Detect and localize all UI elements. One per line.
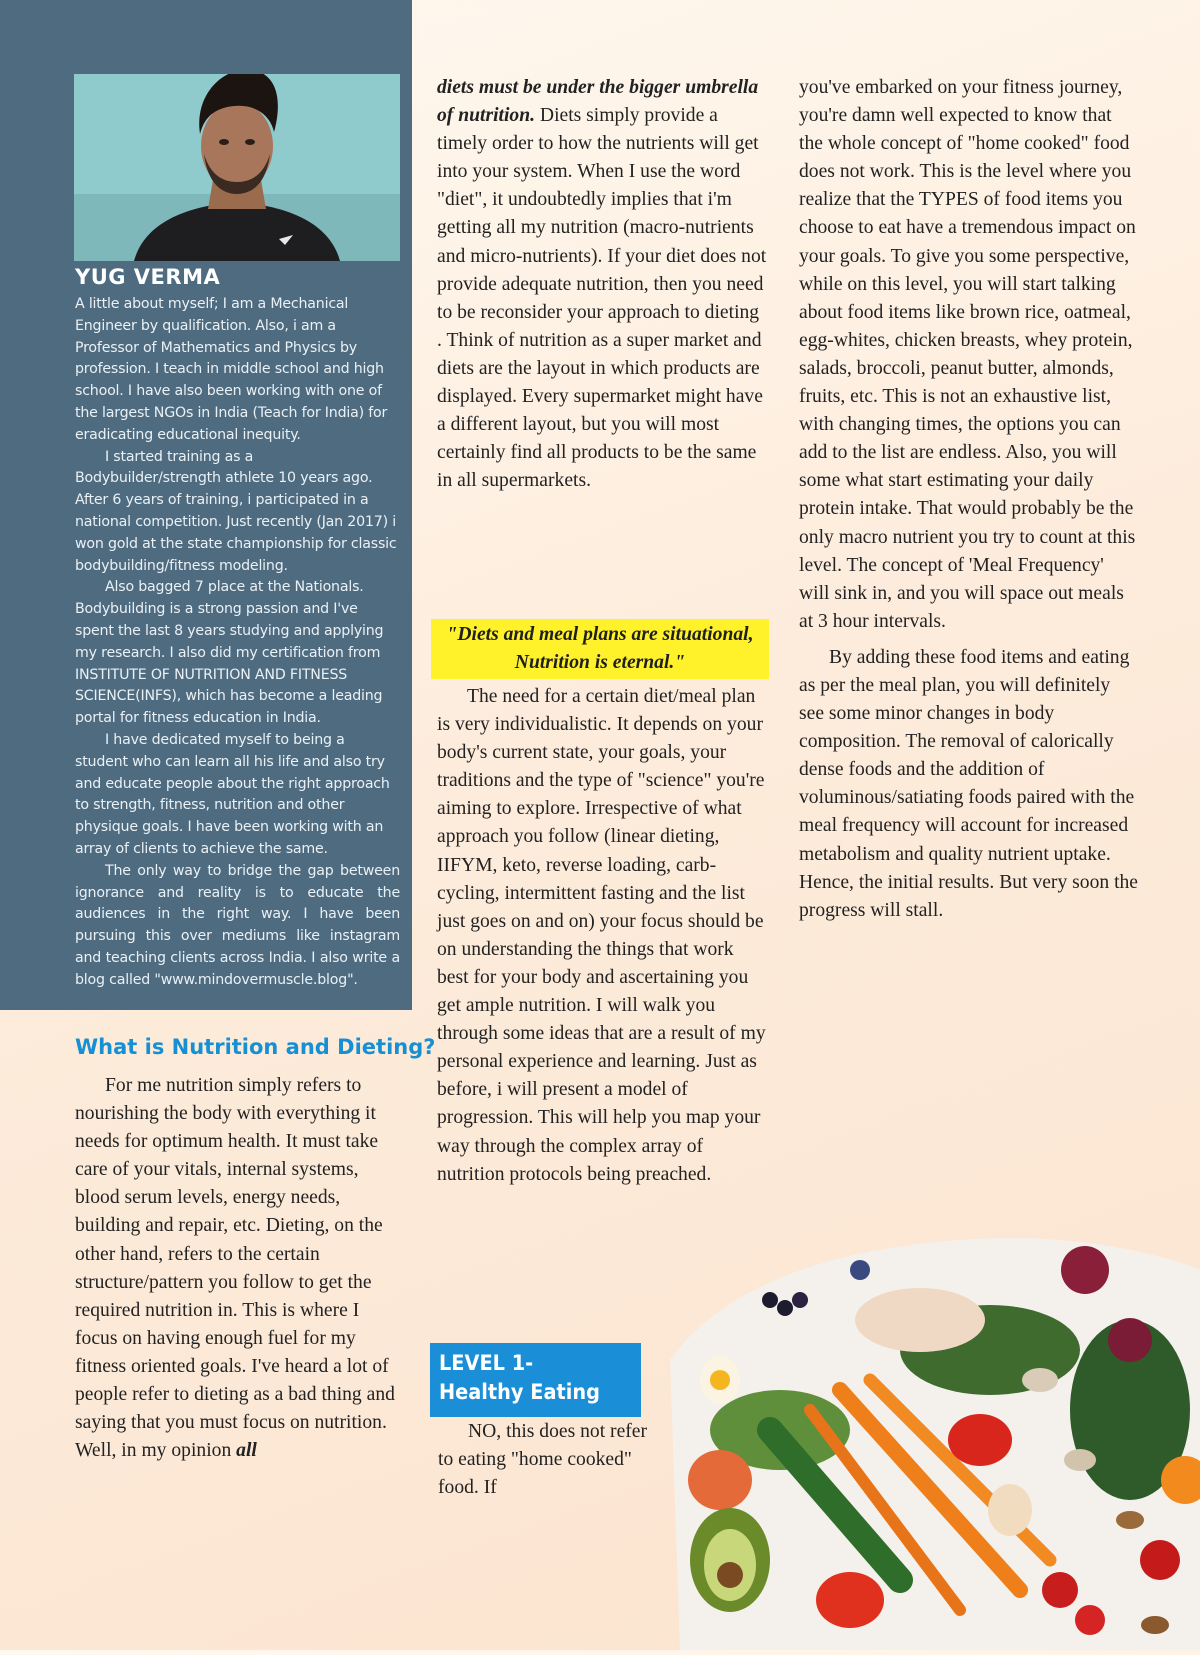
body-paragraph: The need for a certain diet/meal plan is very individualistic. It depends on your body's current state, your goals, your traditions and the type of "science" you're aiming to explore. Irrespective of what approach you follow (linear dieting, IIFYM, keto, reverse loading, carb-cycling, intermittent fasting and the list just goes on and on) your focus should be on understanding the things that work best for your body and ascertaining you get ample nutrition. I will walk you through some ideas that are a result of my personal experience and learning. Just as before, i will present a model of progression. This will help you map your way through the complex array of nutrition protocols being preached. bbox=[437, 686, 766, 1185]
column-2-text bbox=[437, 74, 767, 495]
author-name: YUG VERMA bbox=[75, 265, 221, 289]
level-heading-box bbox=[430, 1343, 641, 1417]
pull-quote bbox=[431, 619, 769, 679]
body-paragraph: By adding these food items and eating as per the meal plan, you will definitely see some minor changes in body composition. The removal of calorically dense foods and the addition of voluminous/satiating foods paired with the meal frequency will account for increased metabolism and quality nutrient uptake. Hence, the initial results. But very soon the progress will stall. bbox=[799, 646, 1139, 921]
emphasis-text: diets must be under the bigger umbrella of nutrition. bbox=[437, 77, 759, 127]
emphasis-text: all bbox=[236, 1440, 257, 1462]
bio-paragraph: A little about myself; I am a Mechanical Engineer by qualification. Also, i am a Professor of Mathematics and Physics by profession. I teach in middle school and high school. I have also been working with one of the largest NGOs in India (Teach for India) for eradicating educational inequity. bbox=[75, 296, 388, 443]
bio-paragraph: Also bagged 7 place at the Nationals. Bodybuilding is a strong passion and I've spent the last 8 years studying and applying my research. I also did my certification from INSTITUTE OF NUTRITION AND FITNESS SCIENCE(INFS), which has become a leading portal for fitness education in India. bbox=[75, 579, 384, 727]
body-paragraph bbox=[437, 74, 767, 495]
author-photo bbox=[74, 74, 400, 261]
healthy-food-image bbox=[660, 1230, 1200, 1650]
body-text-span: For me nutrition simply refers to nourishing the body with everything it needs for optimum health. It must take care of your vitals, internal systems, blood serum levels, energy needs, building and repair, etc. Dieting, on the other hand, refers to the certain structure/pattern you follow to get the required nutrition in. This is where I focus on having enough fuel for my fitness oriented goals. I've heard a lot of people refer to dieting as a bad thing and saying that you must focus on nutrition. Well, in my opinion bbox=[75, 1075, 395, 1462]
column-3-text bbox=[799, 74, 1139, 925]
bio-paragraph: The only way to bridge the gap between ignorance and reality is to educate the audiences in the right way. I have been pursuing this over mediums like instagram and teaching clients across India. I also write a blog called "www.mindovermuscle.blog". bbox=[75, 862, 400, 988]
level-heading-line-1: LEVEL 1- bbox=[439, 1351, 534, 1375]
level-1-intro bbox=[438, 1418, 648, 1502]
section-heading: What is Nutrition and Dieting? bbox=[75, 1035, 436, 1059]
column-2-continued bbox=[437, 683, 767, 1189]
bio-paragraph: I have dedicated myself to being a student who can learn all his life and also try and educate people about the right approach to strength, fitness, nutrition and other physique goals. I have been working with an array of clients to achieve the same. bbox=[75, 731, 390, 857]
body-paragraph bbox=[75, 1072, 405, 1465]
body-paragraph: NO, this does not refer to eating "home cooked" food. If bbox=[438, 1421, 648, 1499]
level-heading-line-2: Healthy Eating bbox=[439, 1380, 600, 1404]
bio-paragraph: I started training as a Bodybuilder/strength athlete 10 years ago. After 6 years of training, i participated in a national competition. Just recently (Jan 2017) i won gold at the state championship for classic bodybuilding/fitness modeling. bbox=[75, 448, 397, 574]
body-paragraph: you've embarked on your fitness journey, you're damn well expected to know that the whole concept of "home cooked" food does not work. This is the level where you realize that the TYPES of food items you choose to eat have a tremendous impact on your goals. To give you some perspective, while on this level, you will start talking about food items like brown rice, oatmeal, egg-whites, chicken breasts, whey protein, salads, broccoli, peanut butter, almonds, fruits, etc. This is not an exhaustive list, with changing times, the options you can add to the list are endless. Also, you will some what start estimating your daily protein intake. That would probably be the only macro nutrient you try to count at this level. The concept of 'Meal Frequency' will sink in, and you will space out meals at 3 hour intervals. bbox=[799, 77, 1136, 632]
pull-quote-text: "Diets and meal plans are situational, Nutrition is eternal." bbox=[446, 624, 754, 673]
body-text-span: Diets simply provide a timely order to how the nutrients will get into your system. When I use the word "diet", it undoubtedly implies that i'm getting all my nutrition (macro-nutrients and micro-nutrients). If your diet does not provide adequate nutrition, then you need to be reconsider your approach to dieting . Think of nutrition as a super market and diets are the layout in which products are displayed. Every supermarket might have a different layout, but you will most certainly find all products to be the same in all supermarkets. bbox=[437, 105, 767, 492]
column-1-text bbox=[75, 1072, 405, 1465]
author-bio bbox=[75, 294, 400, 992]
